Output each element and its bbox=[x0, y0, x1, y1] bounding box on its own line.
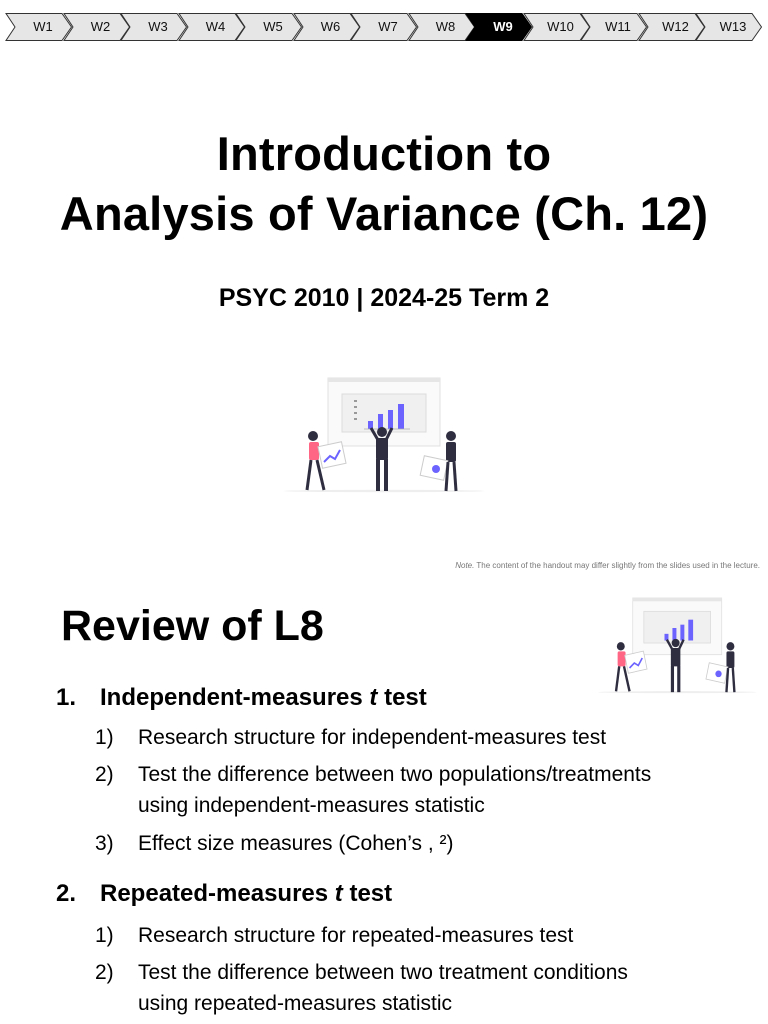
title-line-2: Analysis of Variance (Ch. 12) bbox=[59, 187, 709, 240]
week-tab-w7[interactable] bbox=[351, 13, 417, 41]
week-tab-w12[interactable] bbox=[639, 13, 705, 41]
subitem-text: Research structure for repeated-measures test bbox=[138, 924, 574, 947]
subitem-text: Test the difference between two treatment conditions bbox=[138, 961, 628, 984]
subitem-text: Research structure for independent-measures test bbox=[138, 726, 607, 749]
subitem-text: Effect size measures (Cohen’s , ²) bbox=[138, 832, 454, 855]
week-tab-w5[interactable] bbox=[236, 13, 302, 41]
week-tab-w11[interactable] bbox=[581, 13, 647, 41]
week-navigation bbox=[6, 13, 764, 41]
subitem-number: 3) bbox=[95, 832, 114, 855]
week-tab-w13[interactable] bbox=[696, 13, 762, 41]
week-label: W11 bbox=[605, 19, 631, 34]
title-line-1: Introduction to bbox=[216, 127, 552, 180]
item-number: 2. bbox=[56, 880, 77, 907]
week-label: W12 bbox=[662, 19, 689, 34]
item-number: 1. bbox=[56, 684, 77, 711]
presentation-chart-people-icon-small bbox=[593, 588, 763, 698]
subitem-text: Test the difference between two populations/treatments bbox=[138, 763, 652, 786]
subitem-number: 2) bbox=[95, 961, 114, 984]
handout-note bbox=[300, 561, 760, 570]
week-tab-w10[interactable] bbox=[524, 13, 590, 41]
week-label: W6 bbox=[320, 19, 341, 34]
week-label: W13 bbox=[719, 19, 747, 34]
week-label: W5 bbox=[263, 19, 283, 34]
item-label-post: test bbox=[377, 684, 427, 711]
review-item-2 bbox=[56, 880, 392, 908]
week-tab-w4[interactable] bbox=[179, 13, 245, 41]
presentation-chart-people-icon bbox=[278, 366, 492, 498]
week-label: W4 bbox=[205, 19, 226, 34]
lecture-title bbox=[0, 124, 768, 244]
subitem-number: 2) bbox=[95, 763, 114, 786]
review-section-title: Review of L8 bbox=[61, 602, 324, 650]
week-tab-w3[interactable] bbox=[121, 13, 187, 41]
item-label-post: test bbox=[342, 880, 393, 907]
week-tab-w2[interactable] bbox=[64, 13, 130, 41]
week-label: W1 bbox=[33, 19, 53, 34]
week-tab-w6[interactable] bbox=[294, 13, 360, 41]
item-label-pre: Repeated-measures bbox=[100, 880, 335, 907]
subitem-text: using repeated-measures statistic bbox=[138, 992, 452, 1015]
note-label: Note. bbox=[455, 561, 475, 570]
week-label: W3 bbox=[148, 19, 168, 34]
subitem-number: 1) bbox=[95, 726, 114, 749]
week-label: W7 bbox=[378, 19, 398, 34]
note-text: The content of the handout may differ slightly from the slides used in the lecture. bbox=[474, 561, 760, 570]
week-label: W10 bbox=[547, 19, 574, 34]
item-label-italic: t bbox=[334, 880, 343, 907]
week-label: W2 bbox=[90, 19, 111, 34]
week-tab-w9-active[interactable] bbox=[466, 13, 532, 41]
review-item-1 bbox=[56, 684, 427, 712]
item-label-italic: t bbox=[369, 684, 378, 711]
week-label: W9 bbox=[493, 19, 513, 34]
week-label: W8 bbox=[435, 19, 456, 34]
item-label-pre: Independent-measures bbox=[100, 684, 370, 711]
week-tab-w1[interactable] bbox=[6, 13, 72, 41]
subitem-text: using independent-measures statistic bbox=[138, 794, 485, 817]
subitem-number: 1) bbox=[95, 924, 114, 947]
week-tab-w8[interactable] bbox=[409, 13, 475, 41]
course-subtitle: PSYC 2010 | 2024-25 Term 2 bbox=[218, 284, 550, 312]
